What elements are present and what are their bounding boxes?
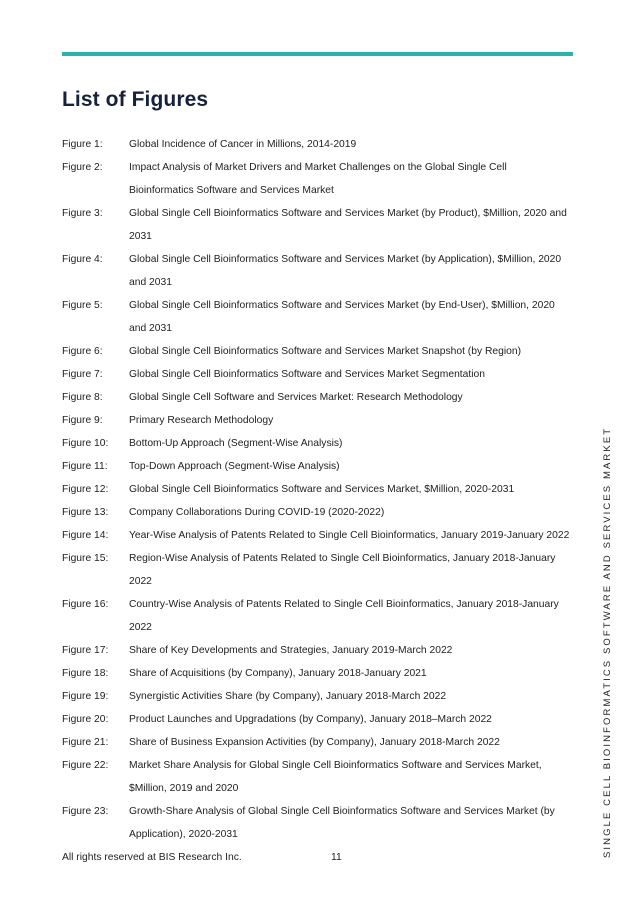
figure-title: Year-Wise Analysis of Patents Related to Single Cell Bioinformatics, January 2019-January 2022 xyxy=(129,530,570,541)
figure-entry xyxy=(62,386,582,409)
figure-label: Figure 14: xyxy=(62,530,109,541)
figure-title: Top-Down Approach (Segment-Wise Analysis) xyxy=(129,461,340,472)
figure-label: Figure 8: xyxy=(62,392,103,403)
figure-title: Impact Analysis of Market Drivers and Market Challenges on the Global Single Cell Bioinformatics Software and Services Market xyxy=(129,162,507,196)
figure-title: Global Single Cell Bioinformatics Software and Services Market Segmentation xyxy=(129,369,485,380)
figure-label: Figure 21: xyxy=(62,737,109,748)
figure-title: Market Share Analysis for Global Single Cell Bioinformatics Software and Services Market, $Million, 2019 and 2020 xyxy=(129,760,542,794)
figure-label: Figure 16: xyxy=(62,599,109,610)
figure-title: Global Single Cell Bioinformatics Software and Services Market Snapshot (by Region) xyxy=(129,346,522,357)
figure-title: Global Single Cell Bioinformatics Software and Services Market (by Product), $Million, 2020 and 2031 xyxy=(129,208,567,242)
figure-label: Figure 5: xyxy=(62,300,103,311)
figure-title: Region-Wise Analysis of Patents Related to Single Cell Bioinformatics, January 2018-January 2022 xyxy=(129,553,556,587)
figure-label: Figure 10: xyxy=(62,438,109,449)
figure-entry xyxy=(62,248,582,294)
figure-entry xyxy=(62,340,582,363)
figure-label: Figure 23: xyxy=(62,806,109,817)
figure-entry xyxy=(62,731,582,754)
figure-label: Figure 4: xyxy=(62,254,103,265)
figure-title: Country-Wise Analysis of Patents Related to Single Cell Bioinformatics, January 2018-January 2022 xyxy=(129,599,559,633)
figure-entry xyxy=(62,432,582,455)
figure-entry xyxy=(62,547,582,593)
figure-label: Figure 17: xyxy=(62,645,109,656)
page-number: 11 xyxy=(331,852,342,863)
figure-title: Global Single Cell Software and Services Market: Research Methodology xyxy=(129,392,463,403)
figure-label: Figure 20: xyxy=(62,714,109,725)
figure-label: Figure 6: xyxy=(62,346,103,357)
figure-label: Figure 7: xyxy=(62,369,103,380)
figure-title: Company Collaborations During COVID-19 (2020-2022) xyxy=(129,507,385,518)
figure-label: Figure 1: xyxy=(62,139,103,150)
figure-entry xyxy=(62,156,582,202)
figure-entry xyxy=(62,501,582,524)
figure-label: Figure 19: xyxy=(62,691,109,702)
figure-title: Bottom-Up Approach (Segment-Wise Analysis) xyxy=(129,438,343,449)
figure-title: Global Single Cell Bioinformatics Software and Services Market (by Application), $Million, 2020 and 2031 xyxy=(129,254,562,288)
figure-label: Figure 11: xyxy=(62,461,108,472)
header-rule xyxy=(62,52,573,56)
figure-entry xyxy=(62,363,582,386)
figure-title: Product Launches and Upgradations (by Company), January 2018–March 2022 xyxy=(129,714,492,725)
figure-title: Global Incidence of Cancer in Millions, 2014-2019 xyxy=(129,139,357,150)
figure-label: Figure 2: xyxy=(62,162,103,173)
figure-label: Figure 12: xyxy=(62,484,109,495)
page-title: List of Figures xyxy=(62,88,209,111)
figure-entry xyxy=(62,294,582,340)
figure-title: Share of Key Developments and Strategies, January 2019-March 2022 xyxy=(129,645,453,656)
figure-label: Figure 9: xyxy=(62,415,103,426)
figure-title: Synergistic Activities Share (by Company), January 2018-March 2022 xyxy=(129,691,447,702)
figure-label: Figure 15: xyxy=(62,553,109,564)
figure-title: Growth-Share Analysis of Global Single Cell Bioinformatics Software and Services Market (by Application), 2020-2031 xyxy=(129,806,555,840)
figure-entry xyxy=(62,800,582,846)
figure-entry xyxy=(62,685,582,708)
figure-label: Figure 22: xyxy=(62,760,109,771)
figure-title: Global Single Cell Bioinformatics Software and Services Market, $Million, 2020-2031 xyxy=(129,484,515,495)
figure-entry xyxy=(62,133,582,156)
figure-label: Figure 18: xyxy=(62,668,109,679)
figure-title: Share of Business Expansion Activities (by Company), January 2018-March 2022 xyxy=(129,737,500,748)
figure-entry xyxy=(62,639,582,662)
figure-title: Global Single Cell Bioinformatics Software and Services Market (by End-User), $Million, 2020 and 2031 xyxy=(129,300,555,334)
figure-entry xyxy=(62,202,582,248)
figure-entry xyxy=(62,754,582,800)
side-title: SINGLE CELL BIOINFORMATICS SOFTWARE AND SERVICES MARKET xyxy=(602,426,613,858)
figure-label: Figure 13: xyxy=(62,507,109,518)
figure-list xyxy=(62,133,582,846)
footer-copyright: All rights reserved at BIS Research Inc. xyxy=(62,852,242,863)
figure-entry xyxy=(62,662,582,685)
figure-entry xyxy=(62,524,582,547)
figure-label: Figure 3: xyxy=(62,208,103,219)
figure-entry xyxy=(62,478,582,501)
figure-entry xyxy=(62,593,582,639)
figure-title: Primary Research Methodology xyxy=(129,415,274,426)
figure-title: Share of Acquisitions (by Company), January 2018-January 2021 xyxy=(129,668,427,679)
figure-entry xyxy=(62,708,582,731)
figure-entry xyxy=(62,409,582,432)
figure-entry xyxy=(62,455,582,478)
